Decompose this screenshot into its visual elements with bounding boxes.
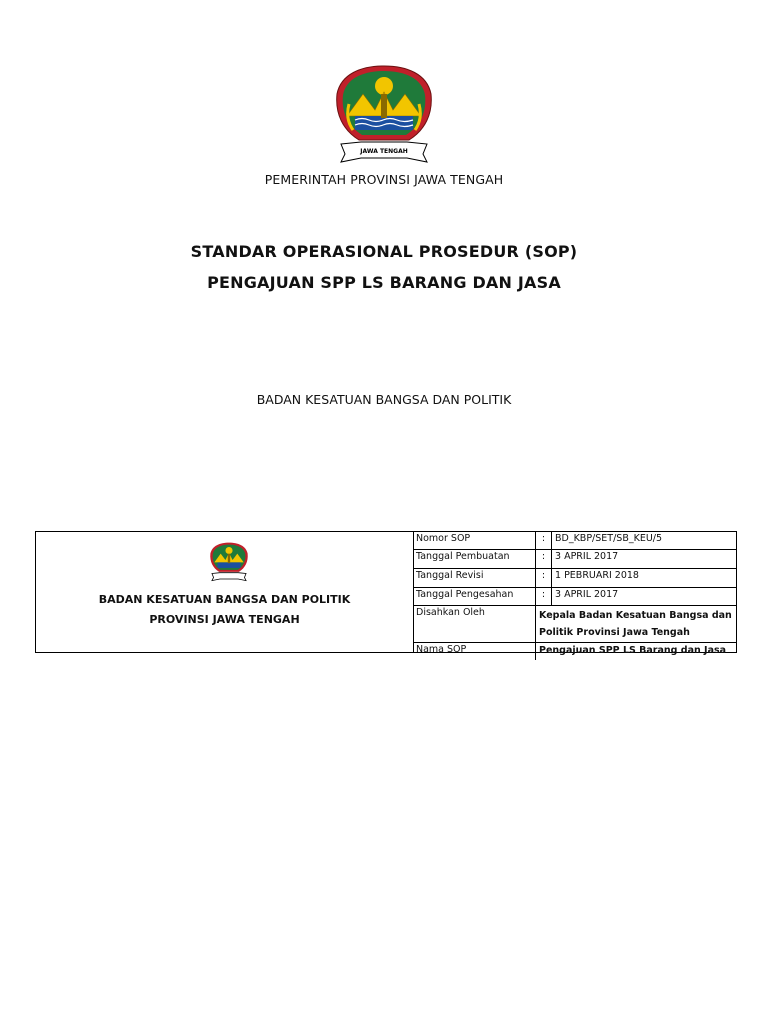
sop-info-table [35,531,737,656]
table-row [413,643,736,660]
table-row [413,569,736,588]
row-colon: : [536,532,552,549]
row-colon: : [536,588,552,605]
sop-info-left-cell [36,532,414,652]
government-name: PEMERINTAH PROVINSI JAWA TENGAH [264,172,504,187]
approver-line2: Politik Provinsi Jawa Tengah [539,627,690,638]
table-row [413,606,736,643]
organization-name: BADAN KESATUAN BANGSA DAN POLITIK [256,392,512,407]
agency-name-line2: PROVINSI JAWA TENGAH [149,613,300,626]
row-colon: : [536,550,552,568]
table-row [413,588,736,606]
sop-info-rows [413,532,736,660]
row-colon: : [536,569,552,587]
row-label: Nama SOP [413,643,536,660]
row-label: Tanggal Pengesahan [413,588,536,605]
row-label: Tanggal Pembuatan [413,550,536,568]
approver-line1: Kepala Badan Kesatuan Bangsa dan [539,610,732,621]
row-value: 1 PEBRUARI 2018 [555,570,639,581]
document-title-line2: PENGAJUAN SPP LS BARANG DAN JASA [207,273,561,292]
document-title-line1: STANDAR OPERASIONAL PROSEDUR (SOP) [190,242,578,261]
table-row [413,550,736,569]
table-row [413,532,736,550]
row-label: Nomor SOP [413,532,536,549]
emblem-motto: JAWA TENGAH [360,148,408,155]
row-value [536,606,736,642]
jawa-tengah-emblem-small-icon [208,541,250,583]
row-value: 3 APRIL 2017 [555,551,619,562]
row-value: BD_KBP/SET/SB_KEU/5 [555,533,663,544]
jawa-tengah-emblem-icon [331,64,437,166]
row-value: 3 APRIL 2017 [555,589,619,600]
row-label: Tanggal Revisi [413,569,536,587]
agency-name-line1: BADAN KESATUAN BANGSA DAN POLITIK [98,593,351,606]
row-value: Pengajuan SPP LS Barang dan Jasa [539,645,727,656]
row-label: Disahkan Oleh [413,606,536,642]
